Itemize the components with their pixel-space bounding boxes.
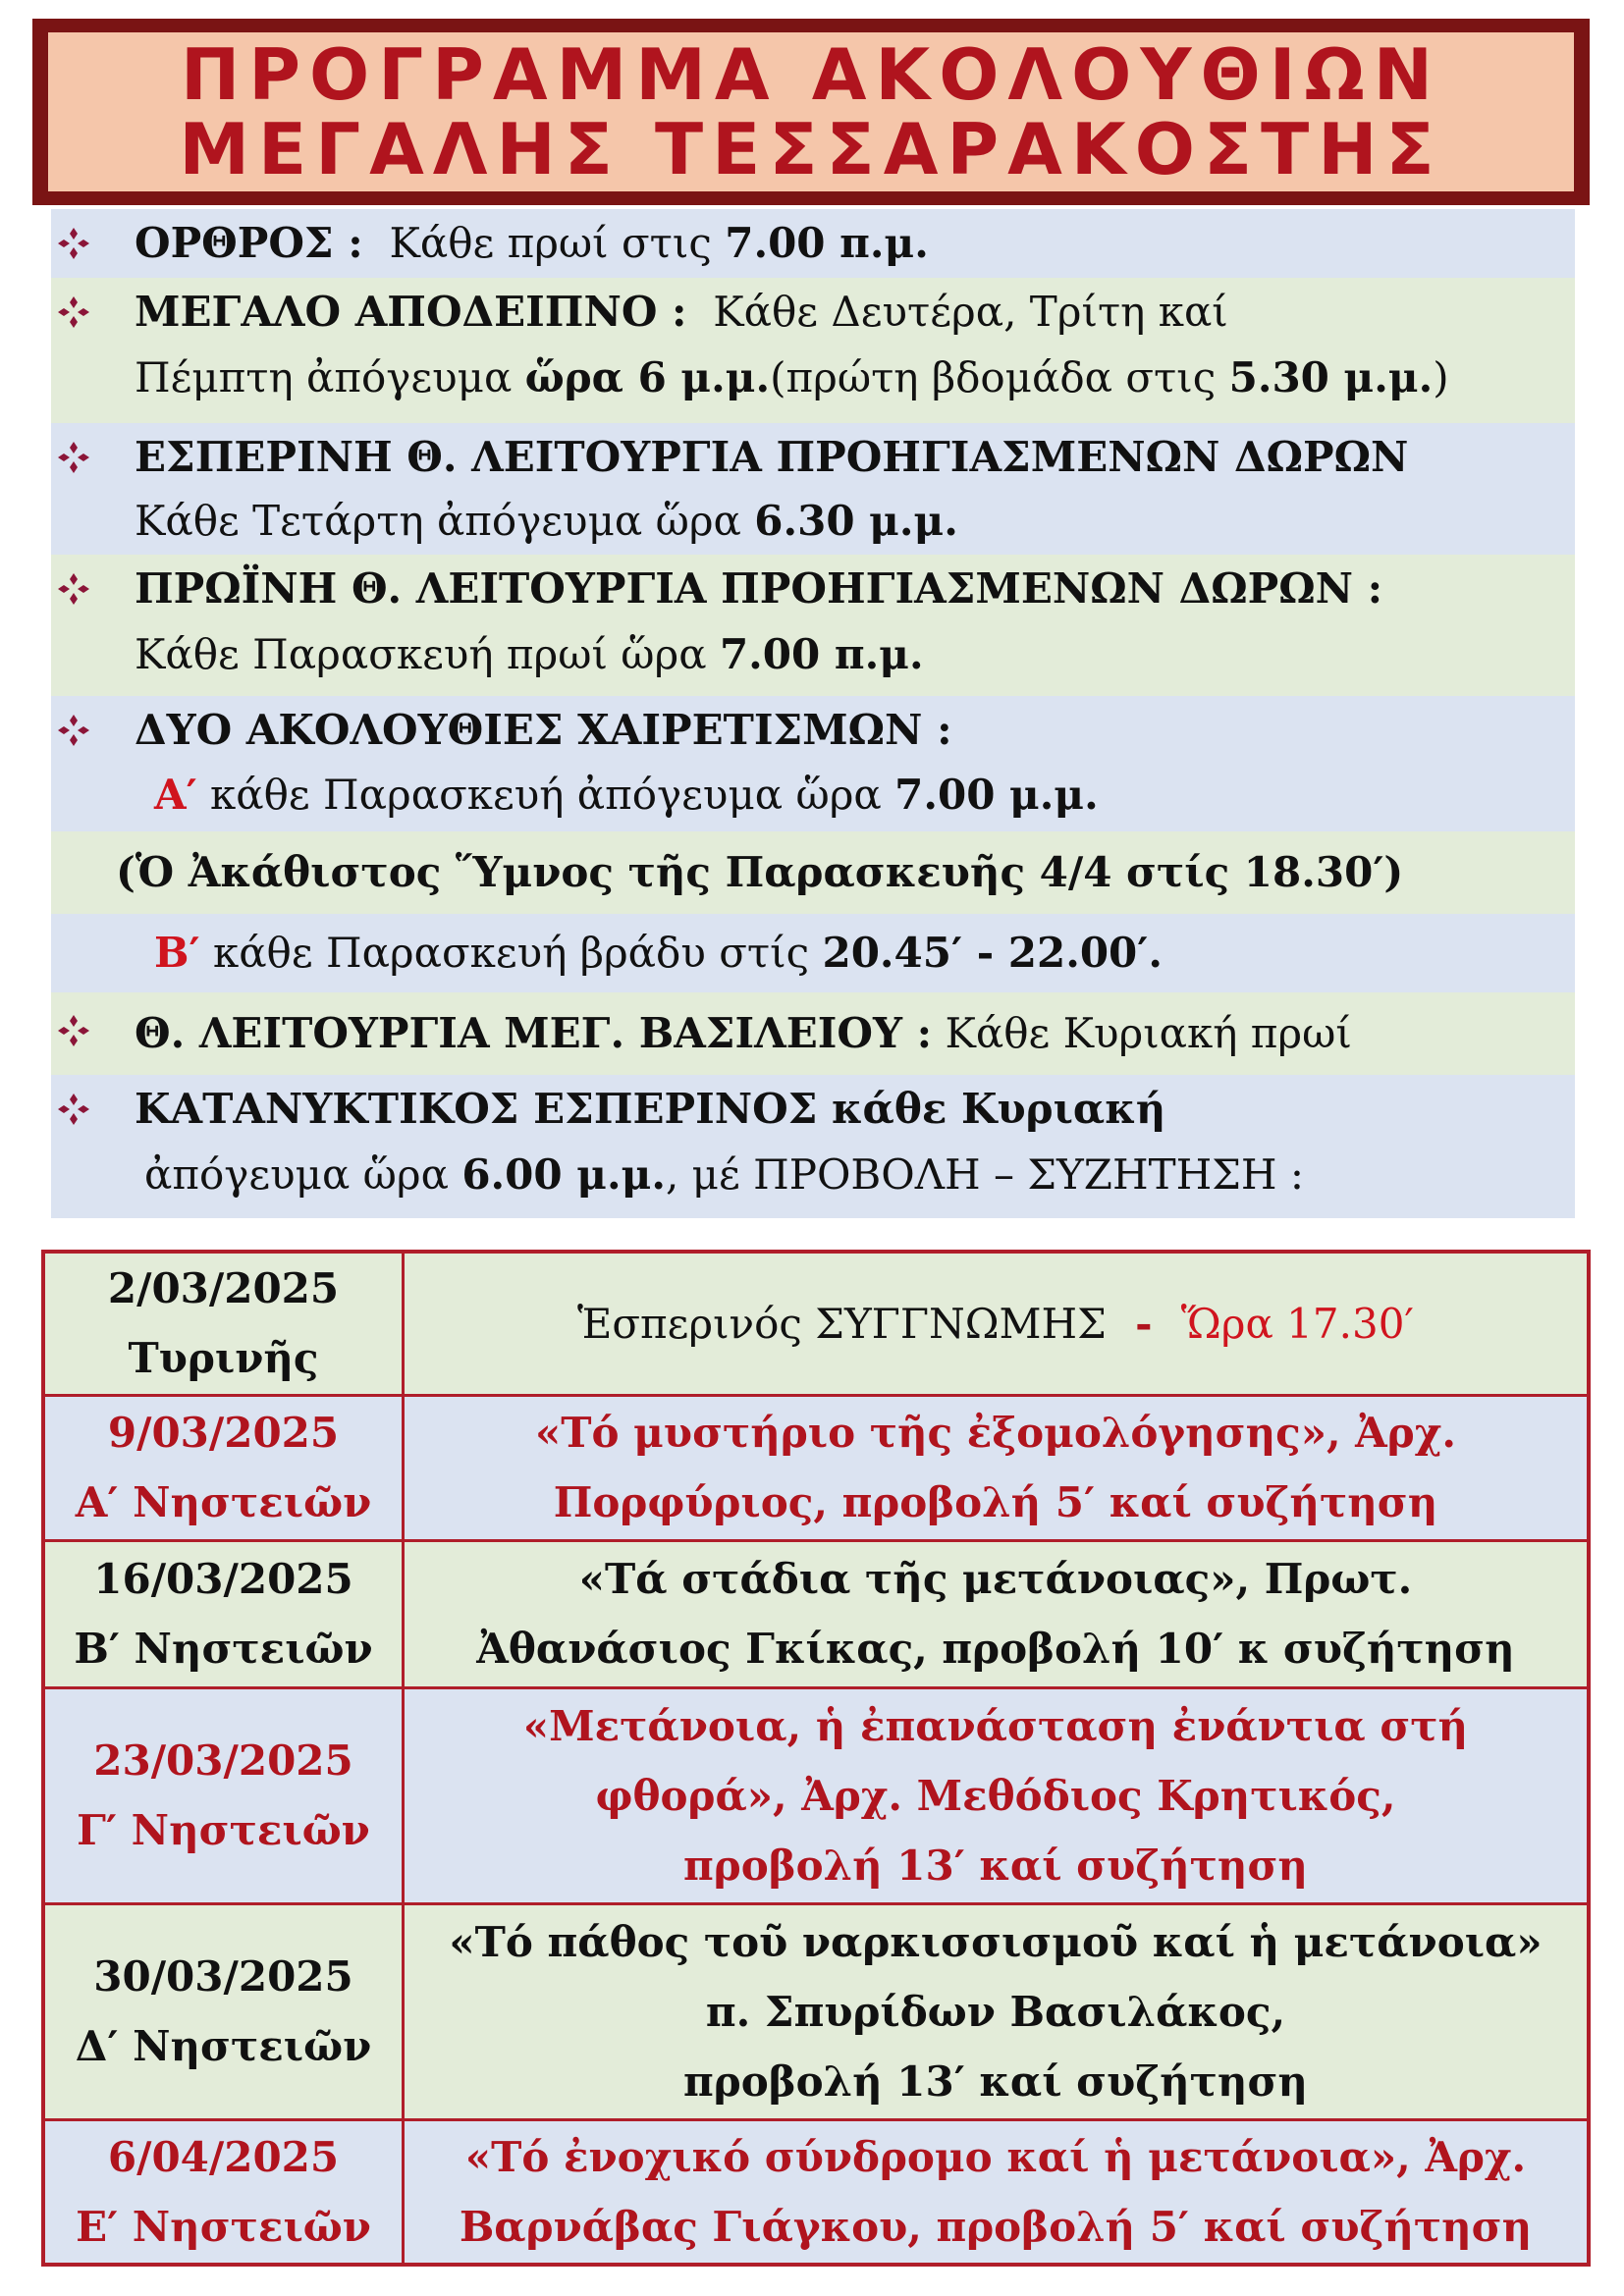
diamond-bullet-icon: [57, 1093, 90, 1126]
title-line-1: ΠΡΟΓΡΑΜΜΑ ΑΚΟΛΟΥΘΙΩΝ: [181, 33, 1441, 116]
xairetismoi-label: ΔΥΟ ΑΚΟΛΟΥΘΙΕΣ ΧΑΙΡΕΤΙΣΜΩΝ :: [135, 706, 952, 754]
schedule-item-apodeipno: [51, 278, 1575, 423]
event-date: 9/03/2025: [107, 1409, 340, 1457]
event-line: «Τό μυστήριο τῆς ἐξομολόγησης», Ἀρχ.: [535, 1409, 1456, 1457]
orthros-time: 7.00 π.μ.: [725, 219, 929, 267]
table-row: [43, 1252, 1589, 1395]
diamond-bullet-icon: [57, 572, 90, 606]
diamond-bullet-icon: [57, 1014, 90, 1047]
esperini-label: ΕΣΠΕΡΙΝΗ Θ. ΛΕΙΤΟΥΡΓΙΑ ΠΡΟΗΓΙΑΣΜΕΝΩΝ ΔΩΡΩΝ: [135, 433, 1409, 481]
event-line: «Τό ἐνοχικό σύνδρομο καί ἡ μετάνοια», Ἀρχ.: [464, 2132, 1527, 2181]
xairetismoi-b-mark: Β′: [154, 929, 200, 977]
event-date: 16/03/2025: [93, 1555, 353, 1603]
event-line: π. Σπυρίδων Βασιλάκος,: [705, 1987, 1286, 2036]
event-date: 6/04/2025: [107, 2132, 340, 2181]
diamond-bullet-icon: [57, 295, 90, 329]
event-sunday: Β′ Νηστειῶν: [74, 1625, 373, 1673]
event-sunday: Ε′ Νηστειῶν: [76, 2202, 371, 2251]
proini-label: ΠΡΩΪΝΗ Θ. ΛΕΙΤΟΥΡΓΙΑ ΠΡΟΗΓΙΑΣΜΕΝΩΝ ΔΩΡΩΝ :: [135, 564, 1383, 613]
table-row: [43, 1903, 1589, 2119]
event-sunday: Δ′ Νηστειῶν: [75, 2022, 372, 2070]
diamond-bullet-icon: [57, 441, 90, 474]
title-inner: [48, 32, 1574, 191]
table-row: [43, 2119, 1589, 2265]
event-sunday: Γ′ Νηστειῶν: [77, 1806, 370, 1854]
orthros-text: Κάθε πρωί στις: [389, 219, 712, 267]
event-line: φθορά», Ἀρχ. Μεθόδιος Κρητικός,: [595, 1771, 1396, 1820]
event-title-cell: [404, 2119, 1590, 2265]
sunday-events-table: [41, 1250, 1591, 2267]
schedule-item-proini: [51, 555, 1575, 696]
event-special-sep: -: [1135, 1299, 1153, 1348]
event-date-cell: [43, 1395, 404, 1540]
event-line: προβολή 13′ καί συζήτηση: [683, 2056, 1308, 2106]
event-title-cell: [404, 1395, 1590, 1540]
apodeipno-time: ὥρα 6 μ.μ.: [524, 353, 771, 401]
table-row: [43, 1395, 1589, 1540]
katanyktikos-time: 6.00 μ.μ.: [461, 1150, 666, 1199]
event-line: «Μετάνοια, ἡ ἐπανάσταση ἐνάντια στή: [522, 1701, 1469, 1750]
proini-time: 7.00 π.μ.: [719, 630, 924, 678]
apodeipno-text1: Κάθε Δευτέρα, Τρίτη καί: [713, 288, 1228, 336]
event-line: «Τό πάθος τοῦ ναρκισσισμοῦ καί ἡ μετάνοια»: [449, 1917, 1543, 1966]
esperini-text: Κάθε Τετάρτη ἀπόγευμα ὥρα: [135, 497, 741, 545]
akathistos-text: (Ὁ Ἀκάθιστος Ὕμνος τῆς Παρασκευῆς 4/4 στίς 18.30′): [116, 848, 1404, 896]
event-date-cell: [43, 1903, 404, 2119]
katanyktikos-text2: , μέ ΠΡΟΒΟΛΗ – ΣΥΖΗΤΗΣΗ :: [665, 1150, 1305, 1199]
diamond-bullet-icon: [57, 227, 90, 260]
event-special-main: Ἑσπερινός ΣΥΓΓΝΩΜΗΣ: [577, 1299, 1107, 1348]
schedule-item-xairetismoi: [51, 696, 1575, 831]
schedule-item-akathistos: [51, 831, 1575, 914]
apodeipno-text3: (πρώτη βδομάδα στις: [770, 353, 1217, 401]
schedule-item-second-xairetismoi: [51, 914, 1575, 992]
schedule-item-esperini: [51, 423, 1575, 555]
event-sunday: Α′ Νηστειῶν: [75, 1478, 372, 1526]
apodeipno-time2: 5.30 μ.μ.: [1228, 353, 1434, 401]
event-date-cell: [43, 1687, 404, 1903]
schedule-item-orthros: [51, 209, 1575, 278]
table-row: [43, 1540, 1589, 1687]
esperini-time: 6.30 μ.μ.: [754, 497, 958, 545]
katanyktikos-label: ΚΑΤΑΝΥΚΤΙΚΟΣ ΕΣΠΕΡΙΝΟΣ κάθε Κυριακή: [135, 1085, 1166, 1133]
event-date: 30/03/2025: [93, 1952, 353, 2001]
xairetismoi-a-mark: Α′: [154, 771, 197, 819]
event-sunday: Τυρινῆς: [128, 1334, 319, 1383]
xairetismoi-b-text: κάθε Παρασκευή βράδυ στίς: [212, 929, 810, 977]
event-line: Πορφύριος, προβολή 5′ καί συζήτηση: [553, 1478, 1438, 1526]
event-title-cell: [404, 1252, 1590, 1395]
event-title-cell: [404, 1903, 1590, 2119]
schedule-item-katanyktikos: [51, 1075, 1575, 1218]
orthros-label: ΟΡΘΡΟΣ :: [135, 219, 363, 267]
vasileiou-text: Κάθε Κυριακή πρωί: [945, 1009, 1352, 1057]
xairetismoi-a-time: 7.00 μ.μ.: [894, 771, 1099, 819]
event-line: «Τά στάδια τῆς μετάνοιας», Πρωτ.: [578, 1555, 1413, 1603]
event-date: 23/03/2025: [93, 1736, 353, 1785]
schedule-item-vasileiou: [51, 992, 1575, 1075]
diamond-bullet-icon: [57, 714, 90, 747]
title-line-2: ΜΕΓΑΛΗΣ ΤΕΣΣΑΡΑΚΟΣΤΗΣ: [179, 108, 1443, 190]
event-date-cell: [43, 2119, 404, 2265]
event-special-time: Ὥρα 17.30′: [1180, 1299, 1414, 1348]
event-date-cell: [43, 1540, 404, 1687]
event-date: 2/03/2025: [107, 1264, 340, 1313]
title-box: [32, 19, 1590, 205]
event-title-cell: [404, 1687, 1590, 1903]
xairetismoi-b-time: 20.45′ - 22.00′.: [822, 929, 1163, 977]
vasileiou-label: Θ. ΛΕΙΤΟΥΡΓΙΑ ΜΕΓ. ΒΑΣΙΛΕΙΟΥ :: [135, 1009, 933, 1057]
xairetismoi-a-text: κάθε Παρασκευή ἀπόγευμα ὥρα: [210, 771, 882, 819]
table-row: [43, 1687, 1589, 1903]
event-line: προβολή 13′ καί συζήτηση: [683, 1841, 1308, 1890]
proini-text: Κάθε Παρασκευή πρωί ὥρα: [135, 630, 707, 678]
schedule-list: [51, 209, 1575, 1218]
katanyktikos-text: ἀπόγευμα ὥρα: [144, 1150, 449, 1199]
apodeipno-label: ΜΕΓΑΛΟ ΑΠΟΔΕΙΠΝΟ :: [135, 288, 687, 336]
apodeipno-text2: Πέμπτη ἀπόγευμα: [135, 353, 513, 401]
event-line: Βαρνάβας Γιάγκου, προβολή 5′ καί συζήτηση: [459, 2202, 1533, 2251]
event-line: Ἀθανάσιος Γκίκας, προβολή 10′ κ συζήτηση: [476, 1625, 1515, 1673]
event-date-cell: [43, 1252, 404, 1395]
event-title-cell: [404, 1540, 1590, 1687]
apodeipno-close: ): [1433, 353, 1449, 401]
